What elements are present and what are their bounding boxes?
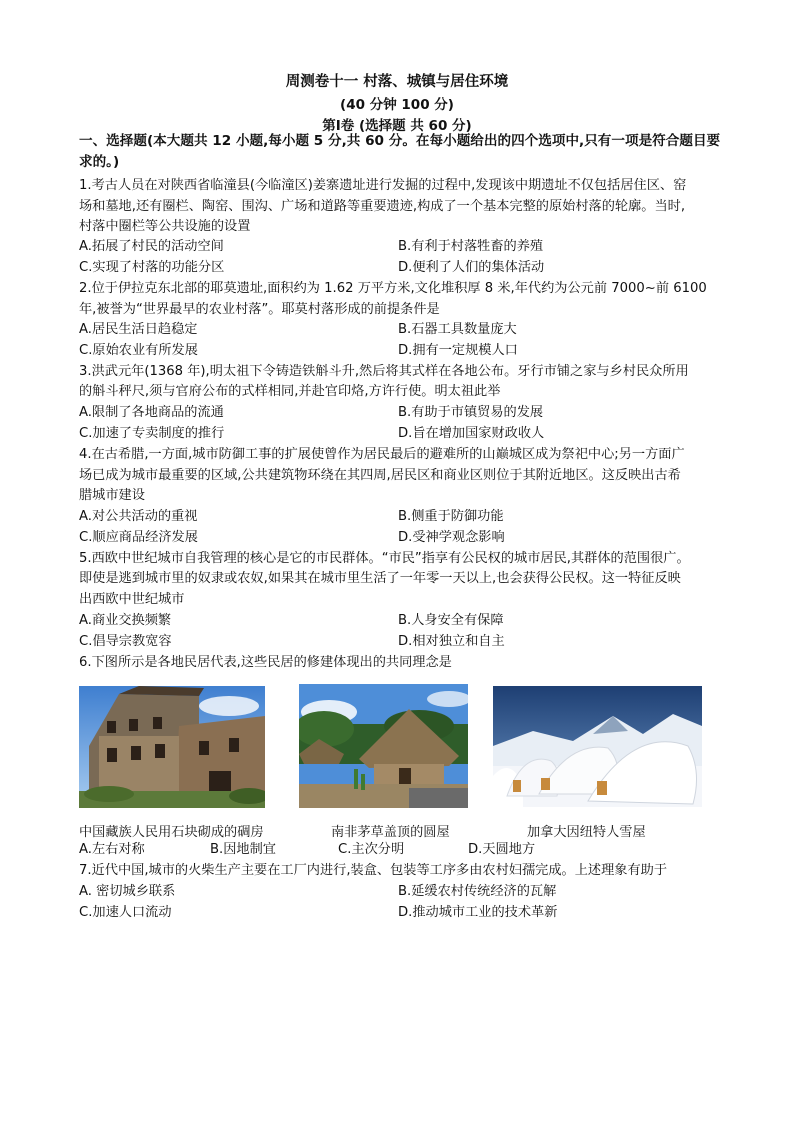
- q6-option-b[interactable]: B.因地制宜: [210, 842, 276, 857]
- q1-option-c[interactable]: C.实现了村落的功能分区: [79, 260, 225, 275]
- q2-option-c[interactable]: C.原始农业有所发展: [79, 343, 198, 358]
- q6-option-d[interactable]: D.天圆地方: [468, 842, 536, 857]
- photo-caption-south-africa: 南非茅草盖顶的圆屋: [331, 825, 450, 840]
- q4-option-c[interactable]: C.顺应商品经济发展: [79, 530, 198, 545]
- question-4-text: 腊城市建设: [79, 488, 145, 503]
- question-5-text: 5.西欧中世纪城市自我管理的核心是它的市民群体。“市民”指享有公民权的城市居民,其群体的范围很广。: [79, 551, 690, 566]
- q1-option-a[interactable]: A.拓展了村民的活动空间: [79, 239, 224, 254]
- q5-option-b[interactable]: B.人身安全有保障: [398, 613, 504, 628]
- inuit-igloo-photo: [493, 686, 702, 807]
- q1-option-b[interactable]: B.有利于村落牲畜的养殖: [398, 239, 544, 254]
- photo-caption-tibet: 中国藏族人民用石块砌成的碉房: [79, 825, 264, 840]
- photo-caption-canada: 加拿大因纽特人雪屋: [527, 825, 646, 840]
- q3-option-a[interactable]: A.限制了各地商品的流通: [79, 405, 224, 420]
- q3-option-b[interactable]: B.有助于市镇贸易的发展: [398, 405, 544, 420]
- question-2-text: 年,被誉为“世界最早的农业村落”。耶莫村落形成的前提条件是: [79, 302, 440, 317]
- q4-option-d[interactable]: D.受神学观念影响: [398, 530, 505, 545]
- q3-option-c[interactable]: C.加速了专卖制度的推行: [79, 426, 225, 441]
- q5-option-a[interactable]: A.商业交换频繁: [79, 613, 172, 628]
- question-2-text: 2.位于伊拉克东北部的耶莫遗址,面积约为 1.62 万平方米,文化堆积厚 8 米,年代约为公元前 7000~前 6100: [79, 281, 707, 296]
- question-1-text: 村落中圈栏等公共设施的设置: [79, 219, 251, 234]
- question-5-text: 出西欧中世纪城市: [79, 592, 185, 607]
- section-heading: 一、选择题(本大题共 12 小题,每小题 5 分,共 60 分。在每小题给出的四个选项中,只有一项是符合题目要: [79, 133, 721, 149]
- thatched-round-house-photo: [299, 684, 468, 808]
- tibetan-stone-house-photo: [79, 686, 265, 808]
- q1-option-d[interactable]: D.便利了人们的集体活动: [398, 260, 545, 275]
- question-1-text: 1.考古人员在对陕西省临潼县(今临潼区)姜寨遗址进行发掘的过程中,发现该中期遗址不仅包括居住区、窑: [79, 178, 687, 193]
- question-4-text: 场已成为城市最重要的区域,公共建筑物环绕在其四周,居民区和商业区则位于其附近地区。这反映出古希: [79, 468, 681, 483]
- question-1-text: 场和墓地,还有圈栏、陶窑、围沟、广场和道路等重要遗迹,构成了一个基本完整的原始村落的轮廓。当时,: [79, 199, 686, 214]
- q7-option-a[interactable]: A. 密切城乡联系: [79, 884, 176, 899]
- q2-option-d[interactable]: D.拥有一定规模人口: [398, 343, 518, 358]
- question-5-text: 即使是逃到城市里的奴隶或农奴,如果其在城市里生活了一年零一天以上,也会获得公民权。这一特征反映: [79, 571, 681, 586]
- question-4-text: 4.在古希腊,一方面,城市防御工事的扩展使曾作为居民最后的避难所的山巅城区成为祭祀中心;另一方面广: [79, 447, 685, 462]
- part-title: 第Ⅰ卷 (选择题 共 60 分): [322, 118, 472, 134]
- question-3-text: 3.洪武元年(1368 年),明太祖下令铸造铁斛斗升,然后将其式样在各地公布。牙行市铺之家与乡村民众所用: [79, 364, 689, 379]
- q4-option-a[interactable]: A.对公共活动的重视: [79, 509, 198, 524]
- q2-option-b[interactable]: B.石器工具数量庞大: [398, 322, 517, 337]
- q4-option-b[interactable]: B.侧重于防御功能: [398, 509, 504, 524]
- q7-option-b[interactable]: B.延缓农村传统经济的瓦解: [398, 884, 557, 899]
- question-6-text: 6.下图所示是各地民居代表,这些民居的修建体现出的共同理念是: [79, 655, 452, 670]
- q2-option-a[interactable]: A.居民生活日趋稳定: [79, 322, 198, 337]
- exam-title: 周测卷十一 村落、城镇与居住环境: [285, 74, 509, 90]
- q6-option-c[interactable]: C.主次分明: [338, 842, 405, 857]
- question-3-text: 的斛斗秤尺,须与官府公布的式样相同,并赴官印烙,方许行使。明太祖此举: [79, 384, 501, 399]
- time-score: (40 分钟 100 分): [340, 97, 454, 113]
- q5-option-c[interactable]: C.倡导宗教宽容: [79, 634, 172, 649]
- q7-option-c[interactable]: C.加速人口流动: [79, 905, 172, 920]
- q7-option-d[interactable]: D.推动城市工业的技术革新: [398, 905, 558, 920]
- q6-option-a[interactable]: A.左右对称: [79, 842, 145, 857]
- q5-option-d[interactable]: D.相对独立和自主: [398, 634, 505, 649]
- q3-option-d[interactable]: D.旨在增加国家财政收人: [398, 426, 545, 441]
- section-heading-cont: 求的。): [79, 154, 120, 170]
- question-7-text: 7.近代中国,城市的火柴生产主要在工厂内进行,装盒、包装等工序多由农村妇孺完成。上述理象有助于: [79, 863, 668, 878]
